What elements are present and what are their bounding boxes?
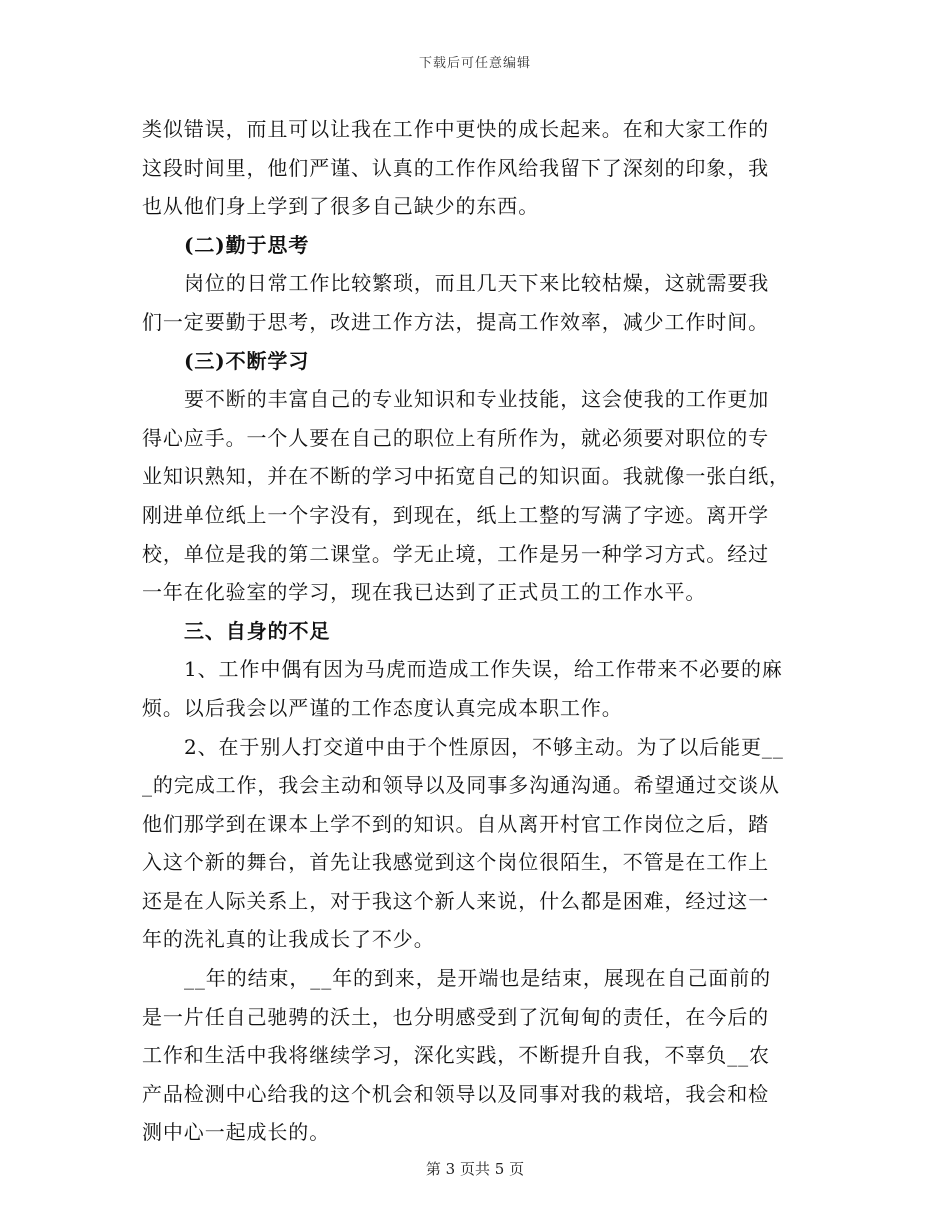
section-heading: (三)不断学习 bbox=[184, 348, 310, 373]
text-line: _的完成工作，我会主动和领导以及同事多沟通沟通。希望通过交谈从 bbox=[142, 773, 780, 798]
text-line: 2、在于别人打交道中由于个性原因，不够主动。为了以后能更__ bbox=[184, 734, 784, 759]
text-line: 岗位的日常工作比较繁琐，而且几天下来比较枯燥，这就需要我 bbox=[184, 271, 770, 296]
text-line: 产品检测中心给我的这个机会和领导以及同事对我的栽培，我会和检 bbox=[142, 1081, 769, 1106]
document-body bbox=[142, 110, 802, 1152]
text-line: 年的洗礼真的让我成长了不少。 bbox=[142, 927, 435, 952]
text-line: 1、工作中偶有因为马虎而造成工作失误，给工作带来不必要的麻 bbox=[184, 657, 783, 682]
text-line: 是一片任自己驰骋的沃土，也分明感受到了沉甸甸的责任，在今后的 bbox=[142, 1004, 769, 1029]
section-heading: (二)勤于思考 bbox=[184, 232, 310, 257]
text-line: 工作和生活中我将继续学习，深化实践，不断提升自我，不辜负__农 bbox=[142, 1043, 770, 1068]
text-line: 一年在化验室的学习，现在我已达到了正式员工的工作水平。 bbox=[142, 580, 707, 605]
text-line: 得心应手。一个人要在自己的职位上有所作为，就必须要对职位的专 bbox=[142, 425, 769, 450]
text-line: 业知识熟知，并在不断的学习中拓宽自己的知识面。我就像一张白纸， bbox=[142, 464, 790, 489]
text-line: 他们那学到在课本上学不到的知识。自从离开村官工作岗位之后，踏 bbox=[142, 811, 769, 836]
text-line: 测中心一起成长的。 bbox=[142, 1120, 331, 1145]
page-footer: 第 3 页共 5 页 bbox=[425, 1160, 525, 1178]
text-line: 入这个新的舞台，首先让我感觉到这个岗位很陌生，不管是在工作上 bbox=[142, 850, 769, 875]
text-line: 们一定要勤于思考，改进工作方法，提高工作效率，减少工作时间。 bbox=[142, 309, 769, 334]
text-line: 要不断的丰富自己的专业知识和专业技能，这会使我的工作更加 bbox=[184, 387, 770, 412]
text-line: 刚进单位纸上一个字没有，到现在，纸上工整的写满了字迹。离开学 bbox=[142, 502, 769, 527]
text-line: 校，单位是我的第二课堂。学无止境，工作是另一种学习方式。经过 bbox=[142, 541, 769, 566]
text-line: __年的结束，__年的到来，是开端也是结束，展现在自己面前的 bbox=[184, 966, 771, 991]
text-line: 也从他们身上学到了很多自己缺少的东西。 bbox=[142, 194, 540, 219]
text-line: 这段时间里，他们严谨、认真的工作作风给我留下了深刻的印象，我 bbox=[142, 155, 769, 180]
text-line: 烦。以后我会以严谨的工作态度认真完成本职工作。 bbox=[142, 695, 623, 720]
section-heading: 三、自身的不足 bbox=[184, 618, 331, 643]
text-line: 还是在人际关系上，对于我这个新人来说，什么都是困难，经过这一 bbox=[142, 888, 769, 913]
text-line: 类似错误，而且可以让我在工作中更快的成长起来。在和大家工作的 bbox=[142, 117, 769, 141]
page-header: 下载后可任意编辑 bbox=[418, 56, 531, 71]
